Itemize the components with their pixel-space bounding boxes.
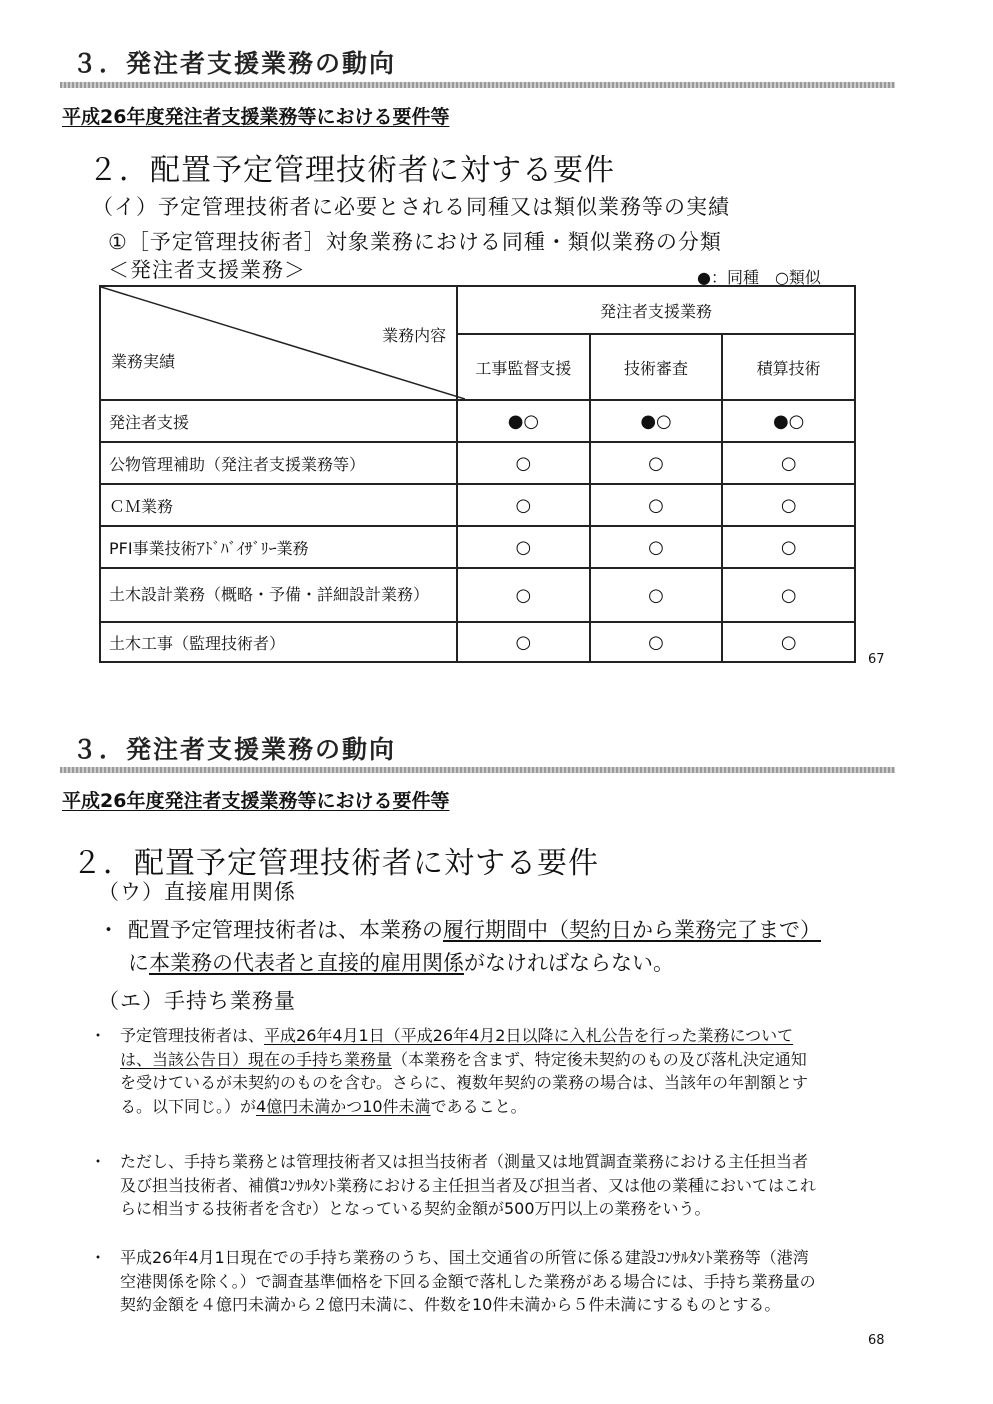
table-row (100, 400, 855, 442)
bullet: ・ (90, 1152, 107, 1171)
table-cell: ○ (457, 526, 590, 568)
table-row (100, 568, 855, 622)
table-cell: ○ (590, 442, 723, 484)
sub-heading-1: ①［予定管理技術者］対象業務における同種・類似業務の分類 (108, 230, 722, 254)
heading: ２．配置予定管理技術者に対する要件 (88, 153, 615, 188)
requirement-table (99, 285, 856, 663)
column-header: 積算技術 (722, 334, 855, 400)
sub-heading-u: （ウ）直接雇用関係 (98, 880, 296, 904)
bullet: ・ (90, 1026, 107, 1045)
table-cell: ○ (457, 622, 590, 662)
table-row (100, 484, 855, 526)
header-record: 業務実績 (111, 352, 176, 371)
subtitle: 平成26年度発注者支援業務等における要件等 (62, 790, 450, 812)
section-title: ３．発注者支援業務の動向 (72, 49, 397, 78)
underlined-text: 平成26年4月1日（平成26年4月2日以降に入札公告を行った業務については、当該公告日）現在の手持ち業務量 (120, 1026, 794, 1069)
table-row (100, 442, 855, 484)
text: ただし、手持ち業務とは管理技術者又は担当技術者（測量又は地質調査業務における主任担当者及び担当技術者、補償ｺﾝｻﾙﾀﾝﾄ業務における主任担当者及び担当者、又は他の業種においてはこれらに相当する技術者を含む）となっている契約金額が500万円以上の業務をいう。 (120, 1152, 817, 1218)
table-cell: ○ (590, 622, 723, 662)
subtitle: 平成26年度発注者支援業務等における要件等 (62, 106, 450, 128)
divider (60, 767, 895, 773)
group-header: 発注者支援業務 (457, 286, 855, 334)
column-header: 工事監督支援 (457, 334, 590, 400)
table-row (100, 526, 855, 568)
table-cell: ○ (590, 526, 723, 568)
text: 予定管理技術者は、 (120, 1026, 265, 1045)
sub-heading-i: （イ）予定管理技術者に必要とされる同種又は類似業務等の実績 (92, 195, 730, 219)
table-cell: ○ (722, 484, 855, 526)
text: （本業務を含まず、特定後未契約のもの及び落札決定通知を受けているが未契約のものを含む。さらに、複数年契約の業務の場合は、当該年の年割額とする。以下同じ。）が (120, 1049, 809, 1116)
table-cell: ○ (457, 442, 590, 484)
heading: ２．配置予定管理技術者に対する要件 (72, 846, 599, 881)
section-title: ３．発注者支援業務の動向 (72, 735, 397, 764)
text: 配置予定管理技術者は、本業務の (128, 918, 443, 942)
row-label: 発注者支援 (100, 400, 457, 442)
table-cell: ○ (590, 484, 723, 526)
row-label: PFI事業技術ｱﾄﾞﾊﾞｲｻﾞﾘｰ業務 (100, 526, 457, 568)
table-cell: ○ (457, 484, 590, 526)
table-cell: ○ (722, 526, 855, 568)
legend: ●：同種 ○類似 (697, 268, 821, 287)
divider (60, 82, 895, 88)
row-label: 土木工事（監理技術者） (100, 622, 457, 662)
paragraph-definition (90, 1150, 820, 1221)
table-cell: ○ (457, 568, 590, 622)
column-header: 技術審査 (590, 334, 723, 400)
paragraph-exception (90, 1246, 820, 1317)
bullet: ・ (90, 1248, 107, 1267)
table-cell: ●○ (457, 400, 590, 442)
text: であること。 (430, 1096, 527, 1116)
header-content: 業務内容 (382, 326, 447, 345)
table-cell: ○ (722, 568, 855, 622)
underlined-text: 本業務の代表者と直接的雇用関係 (149, 951, 464, 975)
text: 平成26年4月1日現在での手持ち業務のうち、国土交通省の所管に係る建設ｺﾝｻﾙﾀﾝﾄ業務等（港湾空港関係を除く。）で調査基準価格を下回る金額で落札した業務がある場合には、手持ち業務量の契約金額を４億円未満から２億円未満に、件数を10件未満から５件未満にするものとする。 (120, 1248, 816, 1314)
table-row (100, 622, 855, 662)
sub-heading-e: （エ）手持ち業務量 (98, 989, 296, 1013)
text: がなければならない。 (464, 951, 674, 975)
row-label: 土木設計業務（概略・予備・詳細設計業務） (100, 568, 457, 622)
page-number: 68 (868, 1333, 885, 1348)
row-label: ＣＭ業務 (100, 484, 457, 526)
sub-heading-2: ＜発注者支援業務＞ (108, 258, 306, 282)
text: に (128, 951, 149, 975)
header-corner-cell (100, 286, 457, 400)
bullet-direct-employment (98, 914, 833, 980)
table-cell: ○ (722, 622, 855, 662)
row-label: 公物管理補助（発注者支援業務等） (100, 442, 457, 484)
table-cell: ●○ (722, 400, 855, 442)
table-cell: ○ (722, 442, 855, 484)
table-cell: ●○ (590, 400, 723, 442)
underlined-text: 履行期間中（契約日から業務完了まで） (443, 918, 821, 942)
paragraph-workload (90, 1024, 820, 1118)
underlined-text: 4億円未満かつ10件未満 (256, 1096, 431, 1116)
table-cell: ○ (590, 568, 723, 622)
bullet: ・ (98, 918, 119, 942)
page-number: 67 (868, 652, 885, 667)
